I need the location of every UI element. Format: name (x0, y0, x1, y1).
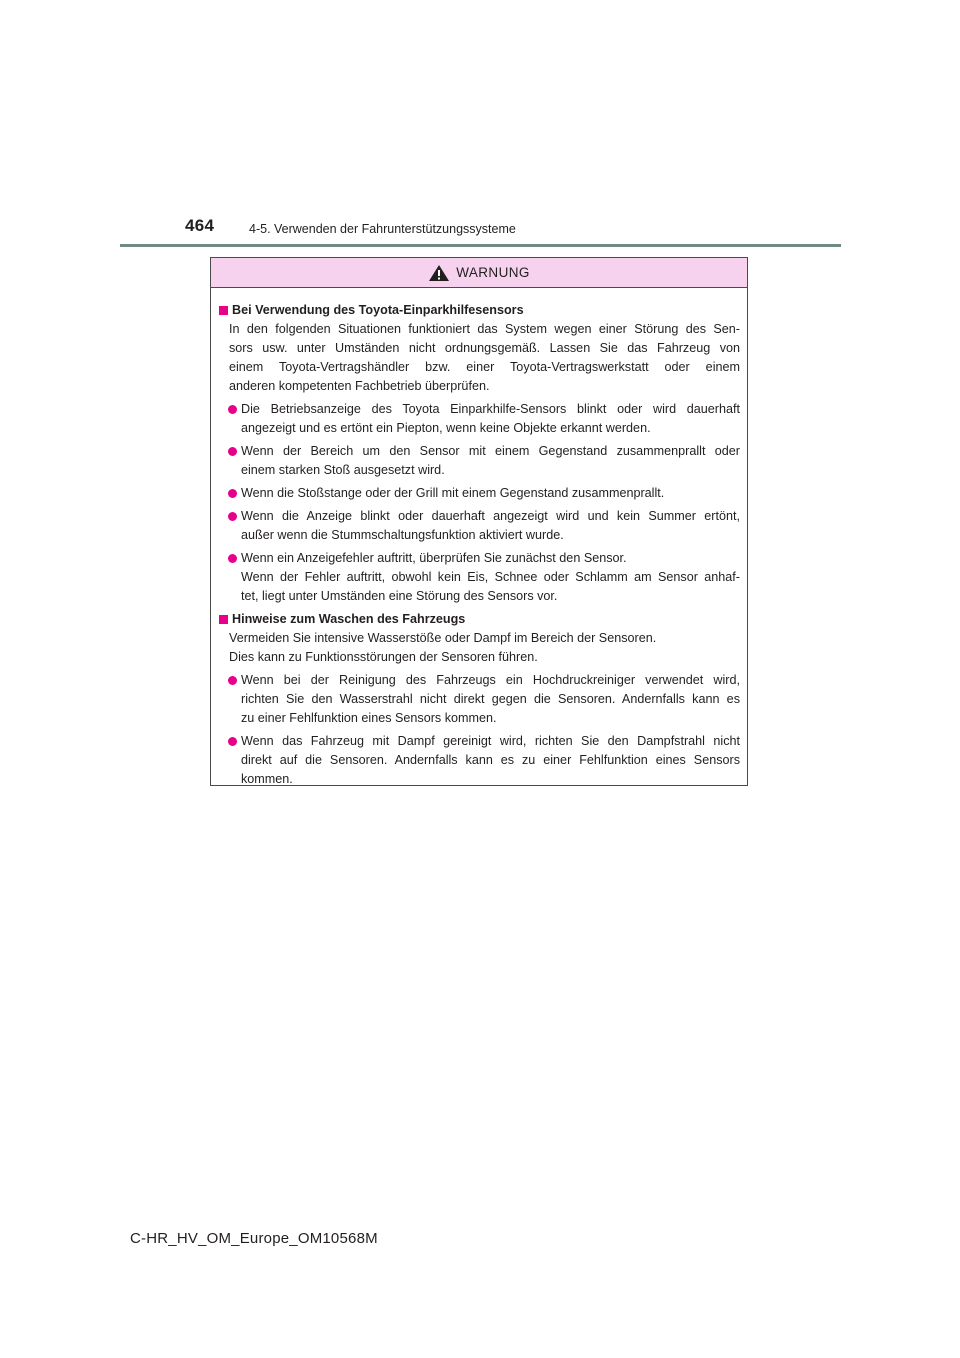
section-heading (219, 610, 740, 629)
section-heading (219, 301, 740, 320)
intro-line: In den folgenden Situationen funktioniert das System wegen einer Störung des Sen- (229, 322, 740, 336)
list-item-line: richten Sie den Wasserstrahl nicht direkt gegen die Sensoren. Andernfalls kann es (241, 692, 740, 706)
list-item (219, 671, 740, 728)
round-bullet-icon (228, 447, 237, 456)
intro-line: Dies kann zu Funktionsstörungen der Sensoren führen. (229, 650, 538, 664)
section-heading-text: Bei Verwendung des Toyota-Einparkhilfesensors (232, 303, 524, 317)
list-item-line: Wenn bei der Reinigung des Fahrzeugs ein Hochdruckreiniger verwendet wird, (241, 673, 740, 687)
page-number: 464 (185, 216, 215, 235)
list-item (219, 732, 740, 789)
section-title: 4-5. Verwenden der Fahrunterstützungssysteme (249, 222, 516, 236)
round-bullet-icon (228, 676, 237, 685)
list-item (219, 442, 740, 480)
warning-body (211, 288, 747, 789)
list-item (219, 549, 740, 606)
section-intro (219, 629, 740, 667)
list-item (219, 400, 740, 438)
list-item-line: Wenn die Anzeige blinkt oder dauerhaft angezeigt wird und kein Summer ertönt, (241, 509, 740, 523)
header-divider (120, 244, 841, 247)
list-item-line: Die Betriebsanzeige des Toyota Einparkhilfe-Sensors blinkt oder wird dauerhaft (241, 402, 740, 416)
list-item (219, 507, 740, 545)
list-item-line: Wenn ein Anzeigefehler auftritt, überprüfen Sie zunächst den Sensor. (241, 551, 627, 565)
warning-header (211, 258, 747, 288)
list-item-line: tet, liegt unter Umständen eine Störung des Sensors vor. (241, 589, 558, 603)
document-code: C-HR_HV_OM_Europe_OM10568M (130, 1230, 378, 1247)
warning-box (210, 257, 748, 786)
list-item-line: direkt auf die Sensoren. Andernfalls kann es zu einer Fehlfunktion eines Sensors (241, 753, 740, 767)
section-intro (219, 320, 740, 396)
list-item-line: Wenn der Fehler auftritt, obwohl kein Eis, Schnee oder Schlamm am Sensor anhaf- (241, 570, 740, 584)
intro-line: einem Toyota-Vertragshändler bzw. einer Toyota-Vertragswerkstatt oder einem (229, 360, 740, 374)
list-item-line: zu einer Fehlfunktion eines Sensors kommen. (241, 711, 497, 725)
section-heading-text: Hinweise zum Waschen des Fahrzeugs (232, 612, 466, 626)
list-item-line: einem starken Stoß ausgesetzt wird. (241, 463, 445, 477)
warning-title: WARNUNG (456, 265, 530, 280)
list-item-line: angezeigt und es ertönt ein Piepton, wenn keine Objekte erkannt werden. (241, 421, 651, 435)
intro-line: anderen kompetenten Fachbetrieb überprüfen. (229, 379, 490, 393)
round-bullet-icon (228, 512, 237, 521)
list-item-line: Wenn die Stoßstange oder der Grill mit einem Gegenstand zusammenprallt. (241, 486, 665, 500)
list-item (219, 484, 740, 503)
list-item-line: Wenn der Bereich um den Sensor mit einem Gegenstand zusammenprallt oder (241, 444, 740, 458)
square-bullet-icon (219, 306, 228, 315)
intro-line: Vermeiden Sie intensive Wasserstöße oder Dampf im Bereich der Sensoren. (229, 631, 657, 645)
intro-line: sors usw. unter Umständen nicht ordnungsgemäß. Lassen Sie das Fahrzeug von (229, 341, 740, 355)
list-item-line: Wenn das Fahrzeug mit Dampf gereinigt wird, richten Sie den Dampfstrahl nicht (241, 734, 740, 748)
round-bullet-icon (228, 554, 237, 563)
warning-triangle-icon (428, 264, 450, 282)
round-bullet-icon (228, 489, 237, 498)
round-bullet-icon (228, 405, 237, 414)
square-bullet-icon (219, 615, 228, 624)
round-bullet-icon (228, 737, 237, 746)
list-item-line: kommen. (241, 772, 293, 786)
list-item-line: außer wenn die Stummschaltungsfunktion aktiviert wurde. (241, 528, 564, 542)
